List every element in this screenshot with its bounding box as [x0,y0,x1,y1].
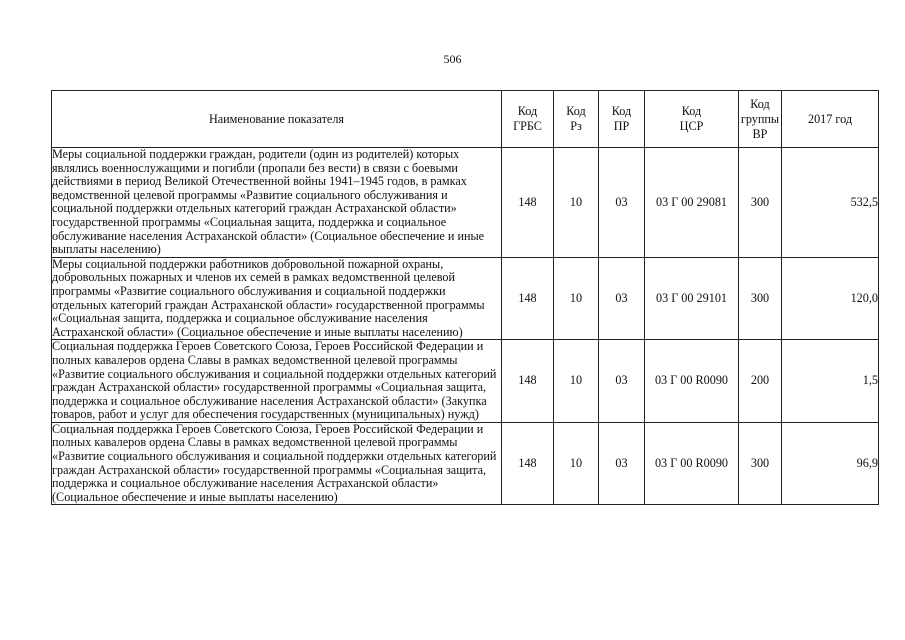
table-row [52,340,879,423]
header-csr [645,91,739,148]
header-pr-line1: Код [611,104,632,118]
row-grbs: 148 [502,422,554,505]
row-csr: 03 Г 00 R0090 [645,340,739,423]
table-row [52,422,879,505]
row-csr: 03 Г 00 29101 [645,257,739,340]
row-name: Меры социальной поддержки работников добровольной пожарной охраны, добровольных пожарных и членов их семей в рамках ведомственной целевой программы «Развитие социального обслуживания и социальной поддержки отдельных категорий граждан Астраханской области» государственной программы «Социальная защита, поддержка и социальное обслуживание населения Астраханской области» (Социальное обеспечение и иные выплаты населению) [52,257,502,340]
row-sum: 532,5 [782,148,879,258]
header-csr-line1: Код [681,104,702,118]
row-pr: 03 [599,340,645,423]
header-name: Наименование показателя [52,91,502,148]
row-csr: 03 Г 00 R0090 [645,422,739,505]
table-row [52,148,879,258]
header-rz [554,91,599,148]
page-number: 506 [443,52,462,66]
row-vr: 300 [739,257,782,340]
header-year: 2017 год [782,91,879,148]
header-rz-line2: Рз [570,119,582,133]
row-rz: 10 [554,340,599,423]
row-rz: 10 [554,257,599,340]
row-grbs: 148 [502,257,554,340]
header-grbs-line1: Код [517,104,538,118]
budget-table [51,90,879,505]
header-vr-line1: Код [750,96,770,111]
row-pr: 03 [599,148,645,258]
row-vr: 300 [739,148,782,258]
table-header-row [52,91,879,148]
header-vr-line3: ВР [752,126,768,141]
row-pr: 03 [599,257,645,340]
row-rz: 10 [554,148,599,258]
row-pr: 03 [599,422,645,505]
row-sum: 1,5 [782,340,879,423]
row-sum: 120,0 [782,257,879,340]
row-csr: 03 Г 00 29081 [645,148,739,258]
row-grbs: 148 [502,148,554,258]
header-vr [739,91,782,148]
table-row [52,257,879,340]
header-pr [599,91,645,148]
row-grbs: 148 [502,340,554,423]
row-vr: 200 [739,340,782,423]
header-pr-line2: ПР [613,119,630,133]
header-csr-line2: ЦСР [679,119,704,133]
row-name: Социальная поддержка Героев Советского Союза, Героев Российской Федерации и полных кавалеров ордена Славы в рамках ведомственной целевой программы «Развитие социального обслуживания и социальной поддержки отдельных категорий граждан Астраханской области» государственной программы «Социальная защита, поддержка и социальное обслуживание населения Астраханской области» (Закупка товаров, работ и услуг для обеспечения государственных (муниципальных) нужд) [52,340,502,423]
row-rz: 10 [554,422,599,505]
row-name: Социальная поддержка Героев Советского Союза, Героев Российской Федерации и полных кавалеров ордена Славы в рамках ведомственной целевой программы «Развитие социального обслуживания и социальной поддержки отдельных категорий граждан Астраханской области» государственной программы «Социальная защита, поддержка и социальное обслуживание населения Астраханской области» (Социальное обеспечение и иные выплаты населению) [52,422,502,505]
header-vr-line2: группы [740,111,780,126]
row-name: Меры социальной поддержки граждан, родители (один из родителей) которых являлись военнослужащими и погибли (пропали без вести) в связи с боевыми действиями в период Великой Отечественной войны 1941–1945 годов, в рамках ведомственной целевой программы «Развитие социального обслуживания и социальной поддержки отдельных категорий граждан Астраханской области» государственной программы «Социальная защита, поддержка и социальное обслуживание населения Астраханской области» (Социальное обеспечение и иные выплаты населению) [52,148,502,258]
header-grbs [502,91,554,148]
header-grbs-line2: ГРБС [513,119,542,133]
row-sum: 96,9 [782,422,879,505]
row-vr: 300 [739,422,782,505]
header-rz-line1: Код [566,104,586,118]
